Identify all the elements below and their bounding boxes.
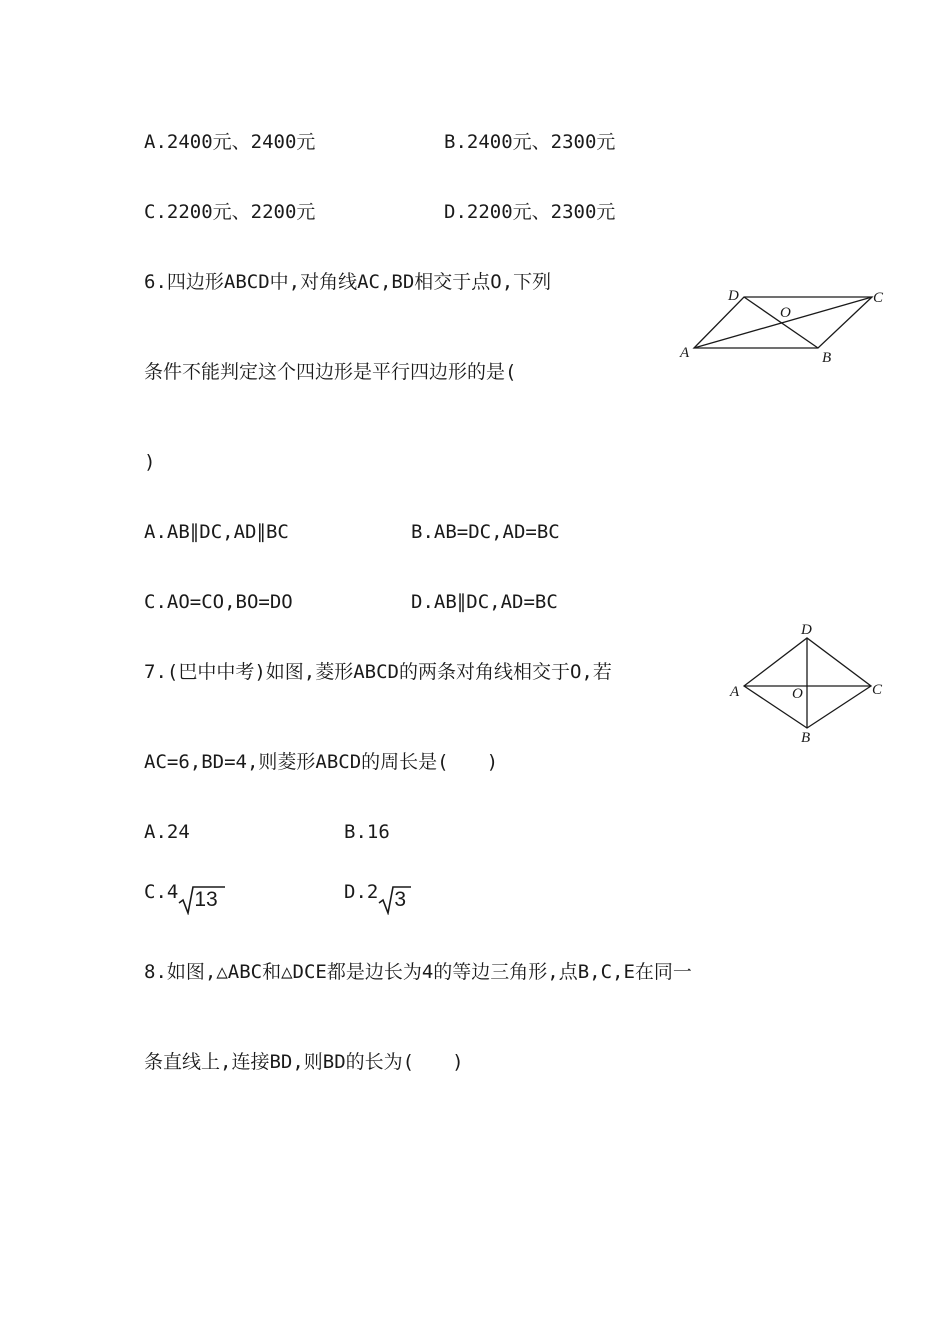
- label-d: D: [728, 288, 739, 304]
- q7-option-d-prefix: D.2: [344, 881, 379, 903]
- label-a: A: [730, 684, 740, 700]
- q7-option-b: B.16: [344, 821, 390, 843]
- label-a: A: [680, 345, 690, 361]
- q7-option-a: A.24: [144, 821, 190, 843]
- q6-stem-line2: 条件不能判定这个四边形是平行四边形的是(: [144, 361, 517, 383]
- q7-option-d: [344, 880, 406, 912]
- q6-option-a: A.AB∥DC,AD∥BC: [144, 521, 289, 543]
- q6-option-d: D.AB∥DC,AD=BC: [411, 591, 558, 613]
- label-b: B: [801, 730, 811, 744]
- q6-option-c: C.AO=CO,BO=DO: [144, 591, 293, 613]
- q8-stem-line1: 8.如图,△ABC和△DCE都是边长为4的等边三角形,点B,C,E在同一: [144, 961, 692, 983]
- q7-rhombus-figure: [724, 620, 892, 744]
- label-d: D: [801, 622, 812, 638]
- q7-option-c: [144, 880, 218, 912]
- label-o: O: [780, 305, 791, 321]
- q6-stem-line1: 6.四边形ABCD中,对角线AC,BD相交于点O,下列: [144, 271, 552, 293]
- q6-option-b: B.AB=DC,AD=BC: [411, 521, 560, 543]
- sqrt-symbol: [378, 888, 406, 912]
- label-c: C: [872, 682, 883, 698]
- q8-stem-line2: 条直线上,连接BD,则BD的长为( ): [144, 1051, 464, 1073]
- label-b: B: [822, 350, 832, 366]
- q5-option-c: C.2200元、2200元: [144, 201, 316, 223]
- q6-parallelogram-figure: [676, 284, 892, 368]
- label-c: C: [873, 290, 884, 306]
- q7-option-d-radicand: 3: [394, 888, 407, 911]
- q5-option-d: D.2200元、2300元: [444, 201, 616, 223]
- q7-stem-line2: AC=6,BD=4,则菱形ABCD的周长是( ): [144, 751, 499, 773]
- q7-option-c-radicand: 13: [194, 888, 218, 911]
- q5-option-a: A.2400元、2400元: [144, 131, 316, 153]
- q7-option-c-prefix: C.4: [144, 881, 179, 903]
- sqrt-symbol: [178, 888, 217, 912]
- q7-stem-line1: 7.(巴中中考)如图,菱形ABCD的两条对角线相交于O,若: [144, 661, 612, 683]
- label-o: O: [792, 686, 803, 702]
- q6-stem-line3: ): [144, 451, 156, 473]
- q5-option-b: B.2400元、2300元: [444, 131, 616, 153]
